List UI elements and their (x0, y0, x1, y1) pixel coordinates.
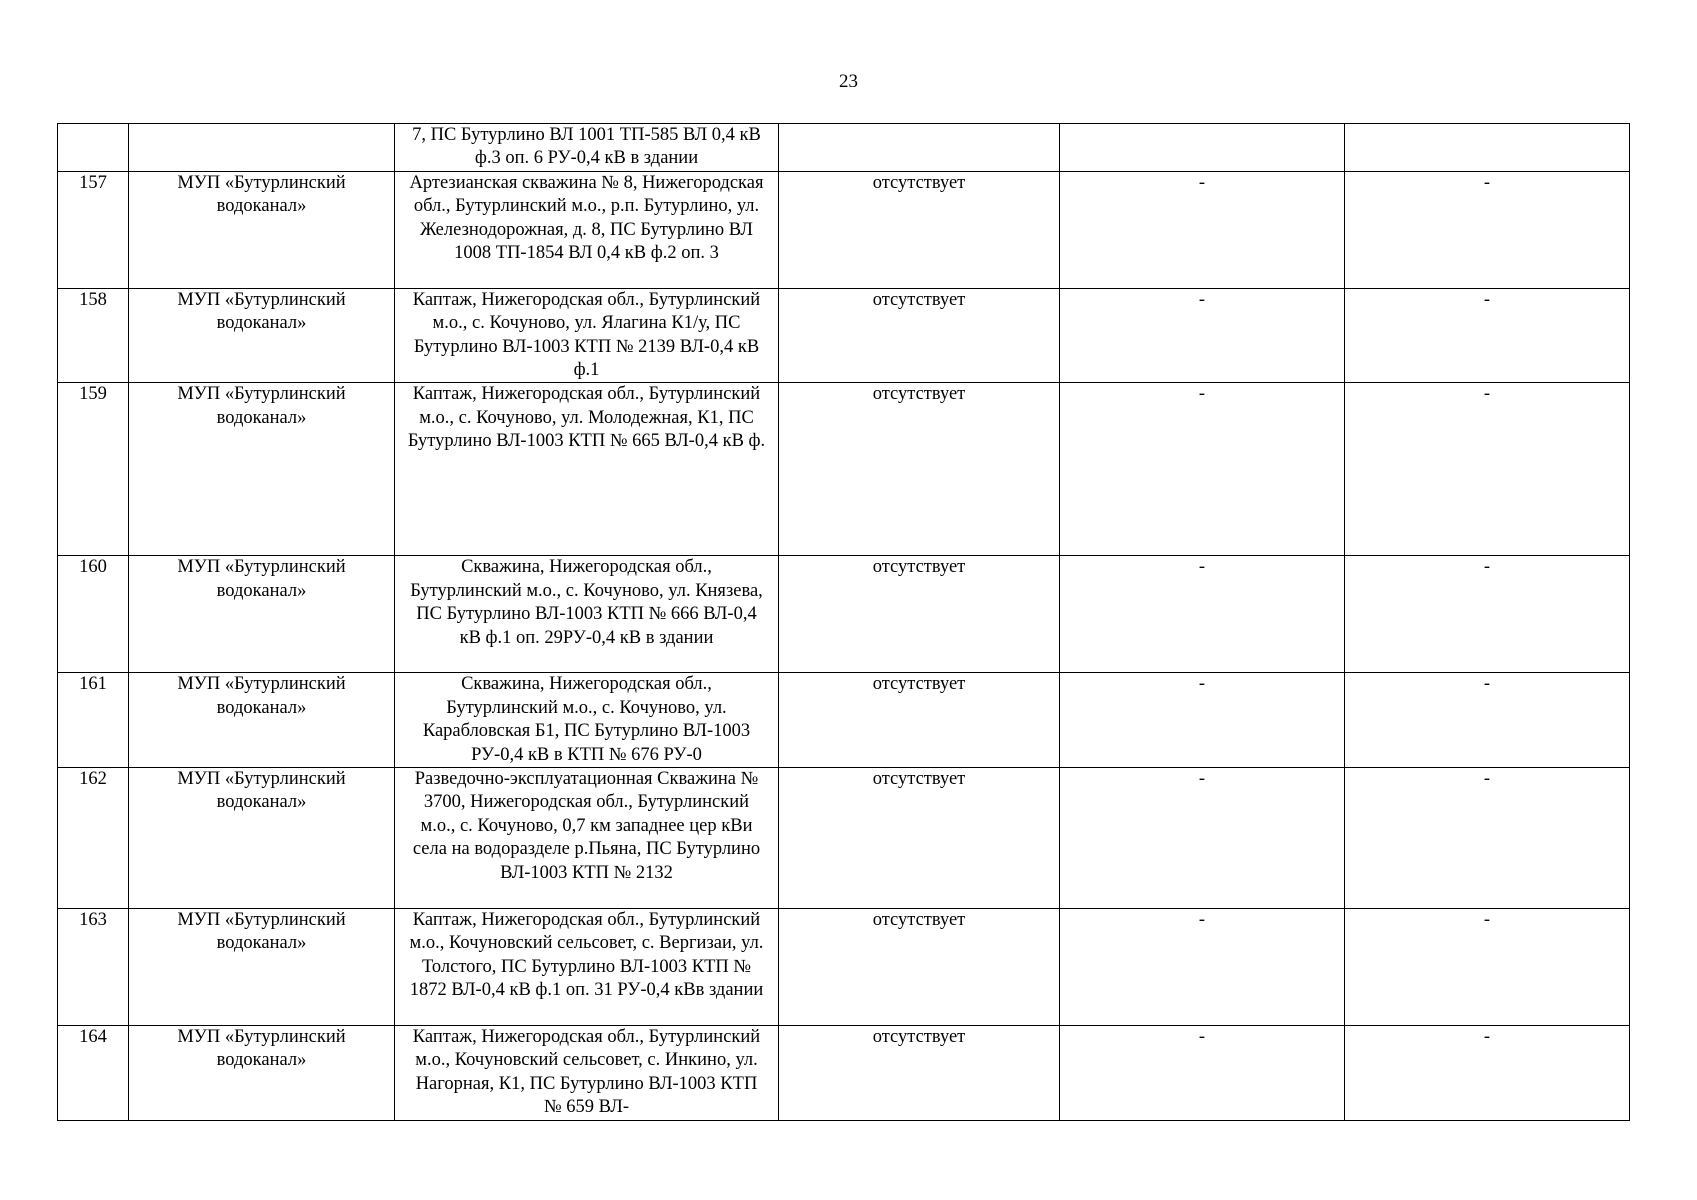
cell-col5: - (1060, 673, 1345, 768)
cell-address: Каптаж, Нижегородская обл., Бутурлинский м.о., Кочуновский сельсовет, с. Вергизаи, ул. Толстого, ПС Бутурлино ВЛ-1003 КТП № 1872 ВЛ-0,4 кВ ф.1 оп. 31 РУ-0,4 кВв здании (395, 909, 779, 1026)
cell-org: МУП «Бутурлинский водоканал» (129, 673, 395, 768)
cell-col6: - (1345, 556, 1630, 673)
cell-col5: - (1060, 171, 1345, 288)
table-row (58, 556, 1630, 673)
cell-org: МУП «Бутурлинский водоканал» (129, 171, 395, 288)
table-row (58, 673, 1630, 768)
cell-col6: - (1345, 909, 1630, 1026)
cell-col5: - (1060, 288, 1345, 383)
cell-status: отсутствует (779, 909, 1060, 1026)
table-row (58, 1026, 1630, 1121)
table-row (58, 124, 1630, 172)
cell-status: отсутствует (779, 383, 1060, 556)
cell-num: 161 (58, 673, 129, 768)
cell-address: Каптаж, Нижегородская обл., Бутурлинский м.о., с. Кочуново, ул. Молодежная, К1, ПС Бутурлино ВЛ-1003 КТП № 665 ВЛ-0,4 кВ ф. (395, 383, 779, 556)
table-row (58, 383, 1630, 556)
cell-status: отсутствует (779, 673, 1060, 768)
cell-col5 (1060, 124, 1345, 172)
cell-org: МУП «Бутурлинский водоканал» (129, 909, 395, 1026)
cell-col5: - (1060, 1026, 1345, 1121)
cell-address: Каптаж, Нижегородская обл., Бутурлинский м.о., Кочуновский сельсовет, с. Инкино, ул. Нагорная, К1, ПС Бутурлино ВЛ-1003 КТП № 659 ВЛ- (395, 1026, 779, 1121)
cell-col5: - (1060, 383, 1345, 556)
table-row (58, 171, 1630, 288)
cell-col6: - (1345, 1026, 1630, 1121)
cell-org: МУП «Бутурлинский водоканал» (129, 383, 395, 556)
table-row (58, 288, 1630, 383)
cell-col6: - (1345, 171, 1630, 288)
cell-num: 159 (58, 383, 129, 556)
cell-address: Скважина, Нижегородская обл., Бутурлинский м.о., с. Кочуново, ул. Карабловская Б1, ПС Бутурлино ВЛ-1003 РУ-0,4 кВ в КТП № 676 РУ-0 (395, 673, 779, 768)
cell-address: 7, ПС Бутурлино ВЛ 1001 ТП-585 ВЛ 0,4 кВ ф.3 оп. 6 РУ-0,4 кВ в здании (395, 124, 779, 172)
cell-org (129, 124, 395, 172)
cell-num: 158 (58, 288, 129, 383)
cell-col6: - (1345, 768, 1630, 909)
cell-status: отсутствует (779, 768, 1060, 909)
cell-col5: - (1060, 768, 1345, 909)
cell-address: Каптаж, Нижегородская обл., Бутурлинский м.о., с. Кочуново, ул. Ялагина К1/у, ПС Бутурлино ВЛ-1003 КТП № 2139 ВЛ-0,4 кВ ф.1 (395, 288, 779, 383)
cell-status (779, 124, 1060, 172)
cell-num: 157 (58, 171, 129, 288)
page-number: 23 (839, 71, 858, 92)
cell-col5: - (1060, 909, 1345, 1026)
cell-org: МУП «Бутурлинский водоканал» (129, 768, 395, 909)
cell-org: МУП «Бутурлинский водоканал» (129, 1026, 395, 1121)
cell-num: 162 (58, 768, 129, 909)
cell-org: МУП «Бутурлинский водоканал» (129, 288, 395, 383)
table-row (58, 768, 1630, 909)
cell-num (58, 124, 129, 172)
cell-num: 164 (58, 1026, 129, 1121)
cell-num: 160 (58, 556, 129, 673)
cell-col6: - (1345, 288, 1630, 383)
cell-address: Скважина, Нижегородская обл., Бутурлинский м.о., с. Кочуново, ул. Князева, ПС Бутурлино ВЛ-1003 КТП № 666 ВЛ-0,4 кВ ф.1 оп. 29РУ-0,4 кВ в здании (395, 556, 779, 673)
cell-status: отсутствует (779, 1026, 1060, 1121)
cell-col6: - (1345, 673, 1630, 768)
cell-num: 163 (58, 909, 129, 1026)
table-row (58, 909, 1630, 1026)
cell-address: Артезианская скважина № 8, Нижегородская обл., Бутурлинский м.о., р.п. Бутурлино, ул. Железнодорожная, д. 8, ПС Бутурлино ВЛ 1008 ТП-1854 ВЛ 0,4 кВ ф.2 оп. 3 (395, 171, 779, 288)
cell-address: Разведочно-эксплуатационная Скважина № 3700, Нижегородская обл., Бутурлинский м.о., с. Кочуново, 0,7 км западнее цер кВи села на водоразделе р.Пьяна, ПС Бутурлино ВЛ-1003 КТП № 2132 (395, 768, 779, 909)
cell-status: отсутствует (779, 288, 1060, 383)
cell-col5: - (1060, 556, 1345, 673)
cell-status: отсутствует (779, 171, 1060, 288)
cell-status: отсутствует (779, 556, 1060, 673)
cell-org: МУП «Бутурлинский водоканал» (129, 556, 395, 673)
cell-col6: - (1345, 383, 1630, 556)
cell-col6 (1345, 124, 1630, 172)
data-table (57, 123, 1630, 1121)
